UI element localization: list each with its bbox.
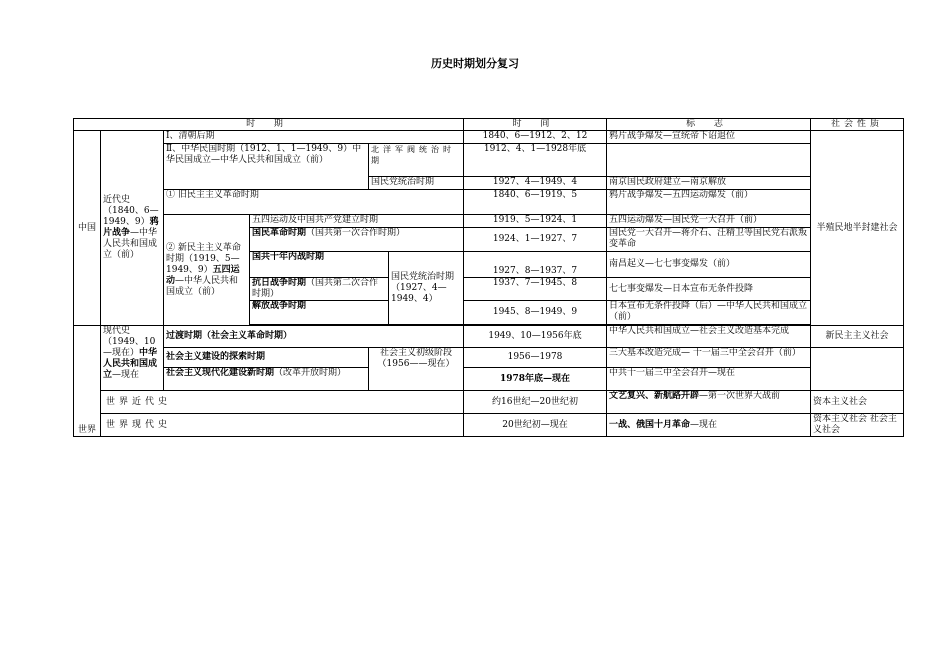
society-new-democratic: 新民主主义社会 bbox=[811, 326, 904, 348]
sign-6: 七七事变爆发—日本宣布无条件投降 bbox=[607, 278, 811, 301]
beiyang-period: 北洋军阀统治时期 bbox=[369, 144, 464, 177]
document-title: 历史时期划分复习 bbox=[431, 57, 519, 70]
modern-history-rest: —中华人民共和国成立（前） bbox=[103, 228, 158, 260]
national-revolution-period bbox=[250, 228, 464, 252]
sign-world-contemporary-rest: —现在 bbox=[690, 419, 718, 430]
sign-world-contemporary-bold: 一战、俄国十月革命 bbox=[609, 419, 691, 430]
new-democratic-rest: —中华人民共和国成立（前） bbox=[166, 275, 239, 297]
exploration-period: 社会主义建设的探索时期 bbox=[164, 348, 369, 368]
time-13: 20世纪初—现在 bbox=[464, 414, 607, 437]
may-fourth-period: 五四运动及中国共产党建立时期 bbox=[250, 215, 464, 228]
anti-japanese-war-period bbox=[250, 278, 389, 301]
guomindang-period-1: 国民党统治时期 bbox=[369, 177, 464, 190]
national-revolution-bold: 国民革命时期 bbox=[252, 228, 307, 238]
society-capitalist: 资本主义社会 bbox=[811, 391, 904, 414]
sign-world-modern-rest: —第一次世界大战前 bbox=[699, 391, 781, 401]
ten-years-civil-war-period: 国共十年内战时期 bbox=[250, 252, 389, 278]
time-2: 1927、4—1949、4 bbox=[464, 177, 607, 190]
anti-japanese-war-bold: 抗日战争时期 bbox=[252, 278, 307, 288]
header-period: 时 期 bbox=[74, 119, 464, 131]
old-democratic-period: ① 旧民主主义革命时期 bbox=[164, 190, 464, 215]
society-capitalist-socialist: 资本主义社会 社会主义社会 bbox=[811, 414, 904, 437]
society-blank bbox=[811, 348, 904, 391]
sign-1: 南京国民政府建立—南京解放 bbox=[607, 177, 811, 190]
world-modern-history: 世界近代史 bbox=[101, 391, 464, 414]
header-society: 社会性质 bbox=[811, 119, 904, 131]
sign-4: 国民党一大召开—蒋介石、汪精卫等国民党右派叛变革命 bbox=[607, 228, 811, 252]
new-democratic-bold: 五四运动 bbox=[166, 264, 240, 286]
header-sign: 标 志 bbox=[607, 119, 811, 131]
new-era-bold: 社会主义现代化建设新时期 bbox=[166, 368, 275, 378]
sign-world-modern bbox=[607, 391, 811, 414]
time-4: 1919、5—1924、1 bbox=[464, 215, 607, 228]
time-8: 1945、8—1949、9 bbox=[464, 301, 607, 325]
national-revolution-rest: （国共第一次合作时期） bbox=[306, 228, 406, 238]
sign-3: 五四运动爆发—国民党一大召开（前） bbox=[607, 215, 811, 228]
time-12: 约16世纪—20世纪初 bbox=[464, 391, 607, 414]
sign-2: 鸦片战争爆发—五四运动爆发（前） bbox=[607, 190, 811, 215]
new-democratic-intro: ② 新民主主义革命时期（1919、5—1949、9） bbox=[166, 242, 241, 275]
modern-history-cell bbox=[101, 131, 164, 326]
china-label: 中国 bbox=[74, 131, 101, 326]
time-7: 1937、7—1945、8 bbox=[464, 278, 607, 301]
new-era-rest: （改革开放时期） bbox=[274, 368, 347, 378]
time-0: 1840、6—1912、2、12 bbox=[464, 131, 607, 144]
sign-0: 鸦片战争爆发—宣统帝下诏退位 bbox=[607, 131, 811, 144]
sign-10: 中共十一届三中全会召开—现在 bbox=[607, 368, 811, 391]
time-11: 1978年底—现在 bbox=[464, 368, 607, 391]
new-democratic-cell bbox=[164, 215, 250, 326]
world-label: 世界 bbox=[74, 326, 101, 437]
header-time: 时 间 bbox=[464, 119, 607, 131]
transition-period: 过渡时期（社会主义革命时期） bbox=[164, 326, 464, 348]
modern-history-intro: 近代史（1840、6—1949、9） bbox=[103, 195, 159, 227]
time-1: 1912、4、1—1928年底 bbox=[464, 144, 607, 177]
contemporary-history-intro: 现代史（1949、10—现在） bbox=[103, 326, 156, 358]
time-6: 1927、8—1937、7 bbox=[464, 252, 607, 278]
anti-japanese-war-rest: （国共第二次合作时期） bbox=[252, 278, 379, 299]
time-3: 1840、6—1919、5 bbox=[464, 190, 607, 215]
liberation-war-period: 解放战争时期 bbox=[250, 301, 389, 325]
roc-period: Ⅱ、中华民国时期（1912、1、1—1949、9）中华民国成立—中华人民共和国成立（前） bbox=[164, 144, 369, 190]
time-10: 1956—1978 bbox=[464, 348, 607, 368]
sign-blank-1 bbox=[607, 144, 811, 177]
sign-world-modern-bold: 文艺复兴、新航路开辟 bbox=[609, 391, 700, 401]
time-9: 1949、10—1956年底 bbox=[464, 326, 607, 348]
contemporary-history-rest: —现在 bbox=[112, 370, 140, 380]
new-era-period bbox=[164, 368, 369, 391]
time-5: 1924、1—1927、7 bbox=[464, 228, 607, 252]
primary-stage-period: 社会主义初级阶段（1956——现在） bbox=[369, 348, 464, 391]
contemporary-history-bold: 中华人民共和国成立 bbox=[103, 348, 158, 380]
world-contemporary-history: 世界现代史 bbox=[101, 414, 464, 437]
sign-5: 南昌起义—七七事变爆发（前） bbox=[607, 252, 811, 278]
qing-period: Ⅰ、清朝后期 bbox=[164, 131, 464, 144]
society-semi-colonial: 半殖民地半封建社会 bbox=[811, 131, 904, 326]
history-period-table bbox=[73, 118, 904, 437]
sign-9: 三大基本改造完成— 十一届三中全会召开（前） bbox=[607, 348, 811, 368]
modern-history-bold: 鸦片战争 bbox=[103, 217, 159, 238]
guomindang-period-2: 国民党统治时期（1927、4—1949、4） bbox=[389, 252, 464, 325]
sign-7: 日本宣布无条件投降（后）—中华人民共和国成立（前） bbox=[607, 301, 811, 325]
contemporary-history-cell bbox=[101, 326, 164, 391]
sign-world-contemporary bbox=[607, 414, 811, 437]
sign-8: 中华人民共和国成立—社会主义改造基本完成 bbox=[607, 326, 811, 348]
